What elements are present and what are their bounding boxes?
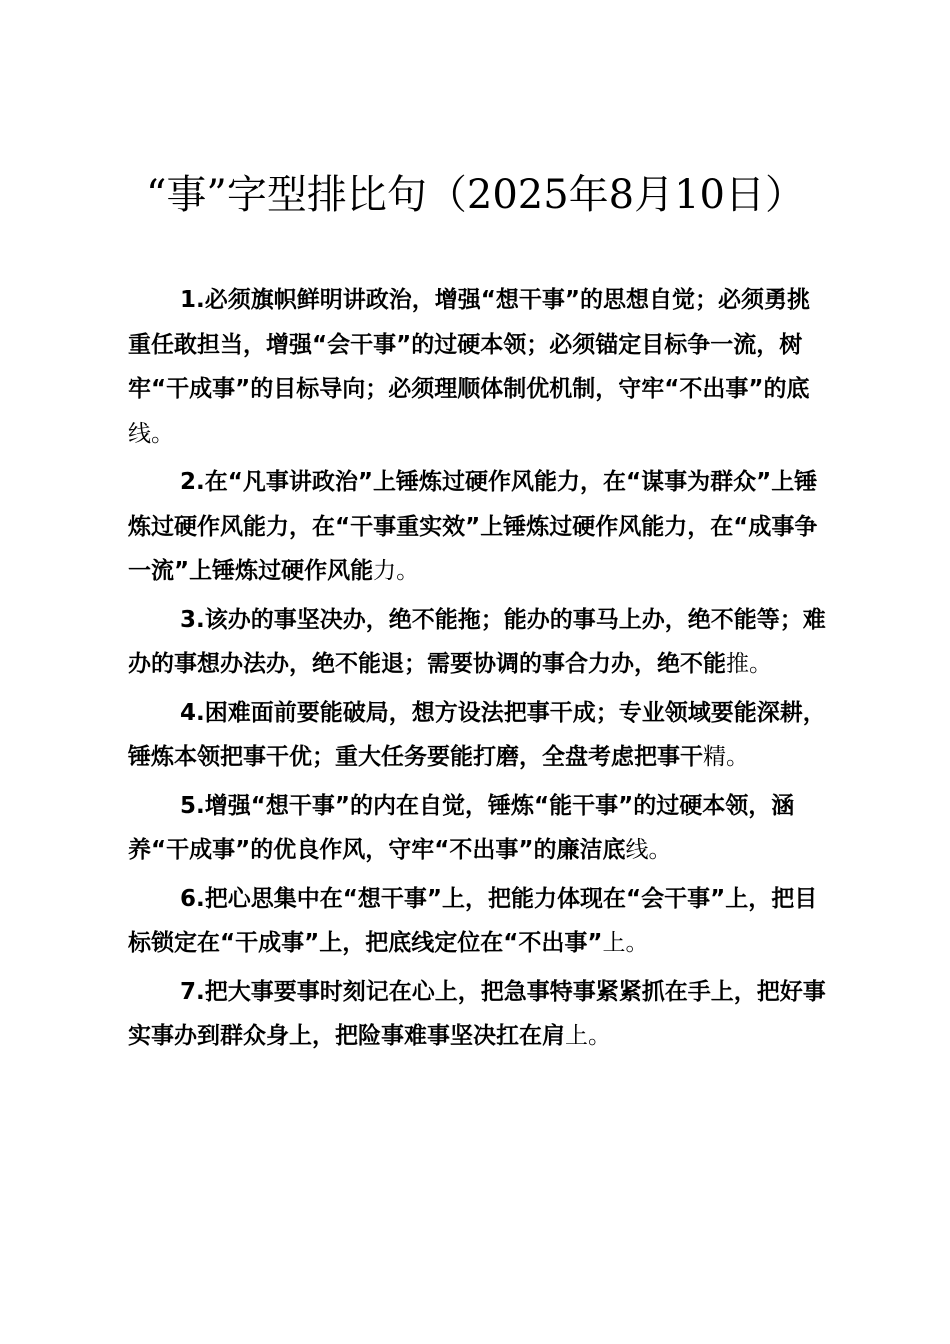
document-body	[128, 278, 828, 1063]
paragraph-5	[128, 784, 828, 873]
paragraph-ending: 线。	[128, 420, 174, 447]
paragraph-6	[128, 877, 828, 966]
paragraph-text: 2.在“凡事讲政治”上锤炼过硬作风能力，在“谋事为群众”上锤炼过硬作风能力，在“干事重实效”上锤炼过硬作风能力，在“成事争一流”上锤炼过硬作风能	[128, 469, 818, 584]
paragraph-4	[128, 691, 828, 780]
paragraph-text: 6.把心思集中在“想干事”上，把能力体现在“会干事”上，把目标锁定在“干成事”上，把底线定位在“不出事”	[128, 885, 818, 956]
paragraph-ending: 上。	[602, 930, 649, 956]
paragraph-text: 4.困难面前要能破局，想方设法把事干成；专业领域要能深耕，锤炼本领把事干优；重大任务要能打磨，全盘考虑把事干	[128, 699, 826, 770]
paragraph-1	[128, 278, 828, 456]
paragraph-ending: 力。	[373, 558, 420, 584]
paragraph-text: 3.该办的事坚决办，绝不能拖；能办的事马上办，绝不能等；难办的事想办法办，绝不能退；需要协调的事合力办，绝不能	[128, 606, 826, 677]
paragraph-ending: 上。	[565, 1023, 611, 1049]
document-title: “事”字型排比句（2025年8月10日）	[145, 172, 806, 218]
paragraph-text: 1.必须旗帜鲜明讲政治，增强“想干事”的思想自觉；必须勇挑重任敢担当，增强“会干事”的过硬本领；必须锚定目标争一流，树牢“干成事”的目标导向；必须理顺体制优机制，守牢“不出事”的底	[128, 287, 810, 402]
paragraph-text: 7.把大事要事时刻记在心上，把急事特事紧紧抓在手上，把好事实事办到群众身上，把险事难事坚决扛在肩	[128, 978, 826, 1049]
paragraph-text: 5.增强“想干事”的内在自觉，锤炼“能干事”的过硬本领，涵养“干成事”的优良作风，守牢“不出事”的廉洁底	[128, 792, 795, 863]
paragraph-3	[128, 598, 828, 687]
paragraph-2	[128, 460, 828, 594]
paragraph-ending: 精。	[703, 744, 749, 770]
paragraph-7	[128, 970, 828, 1059]
paragraph-ending: 推。	[726, 651, 772, 677]
paragraph-ending: 线。	[625, 837, 672, 863]
